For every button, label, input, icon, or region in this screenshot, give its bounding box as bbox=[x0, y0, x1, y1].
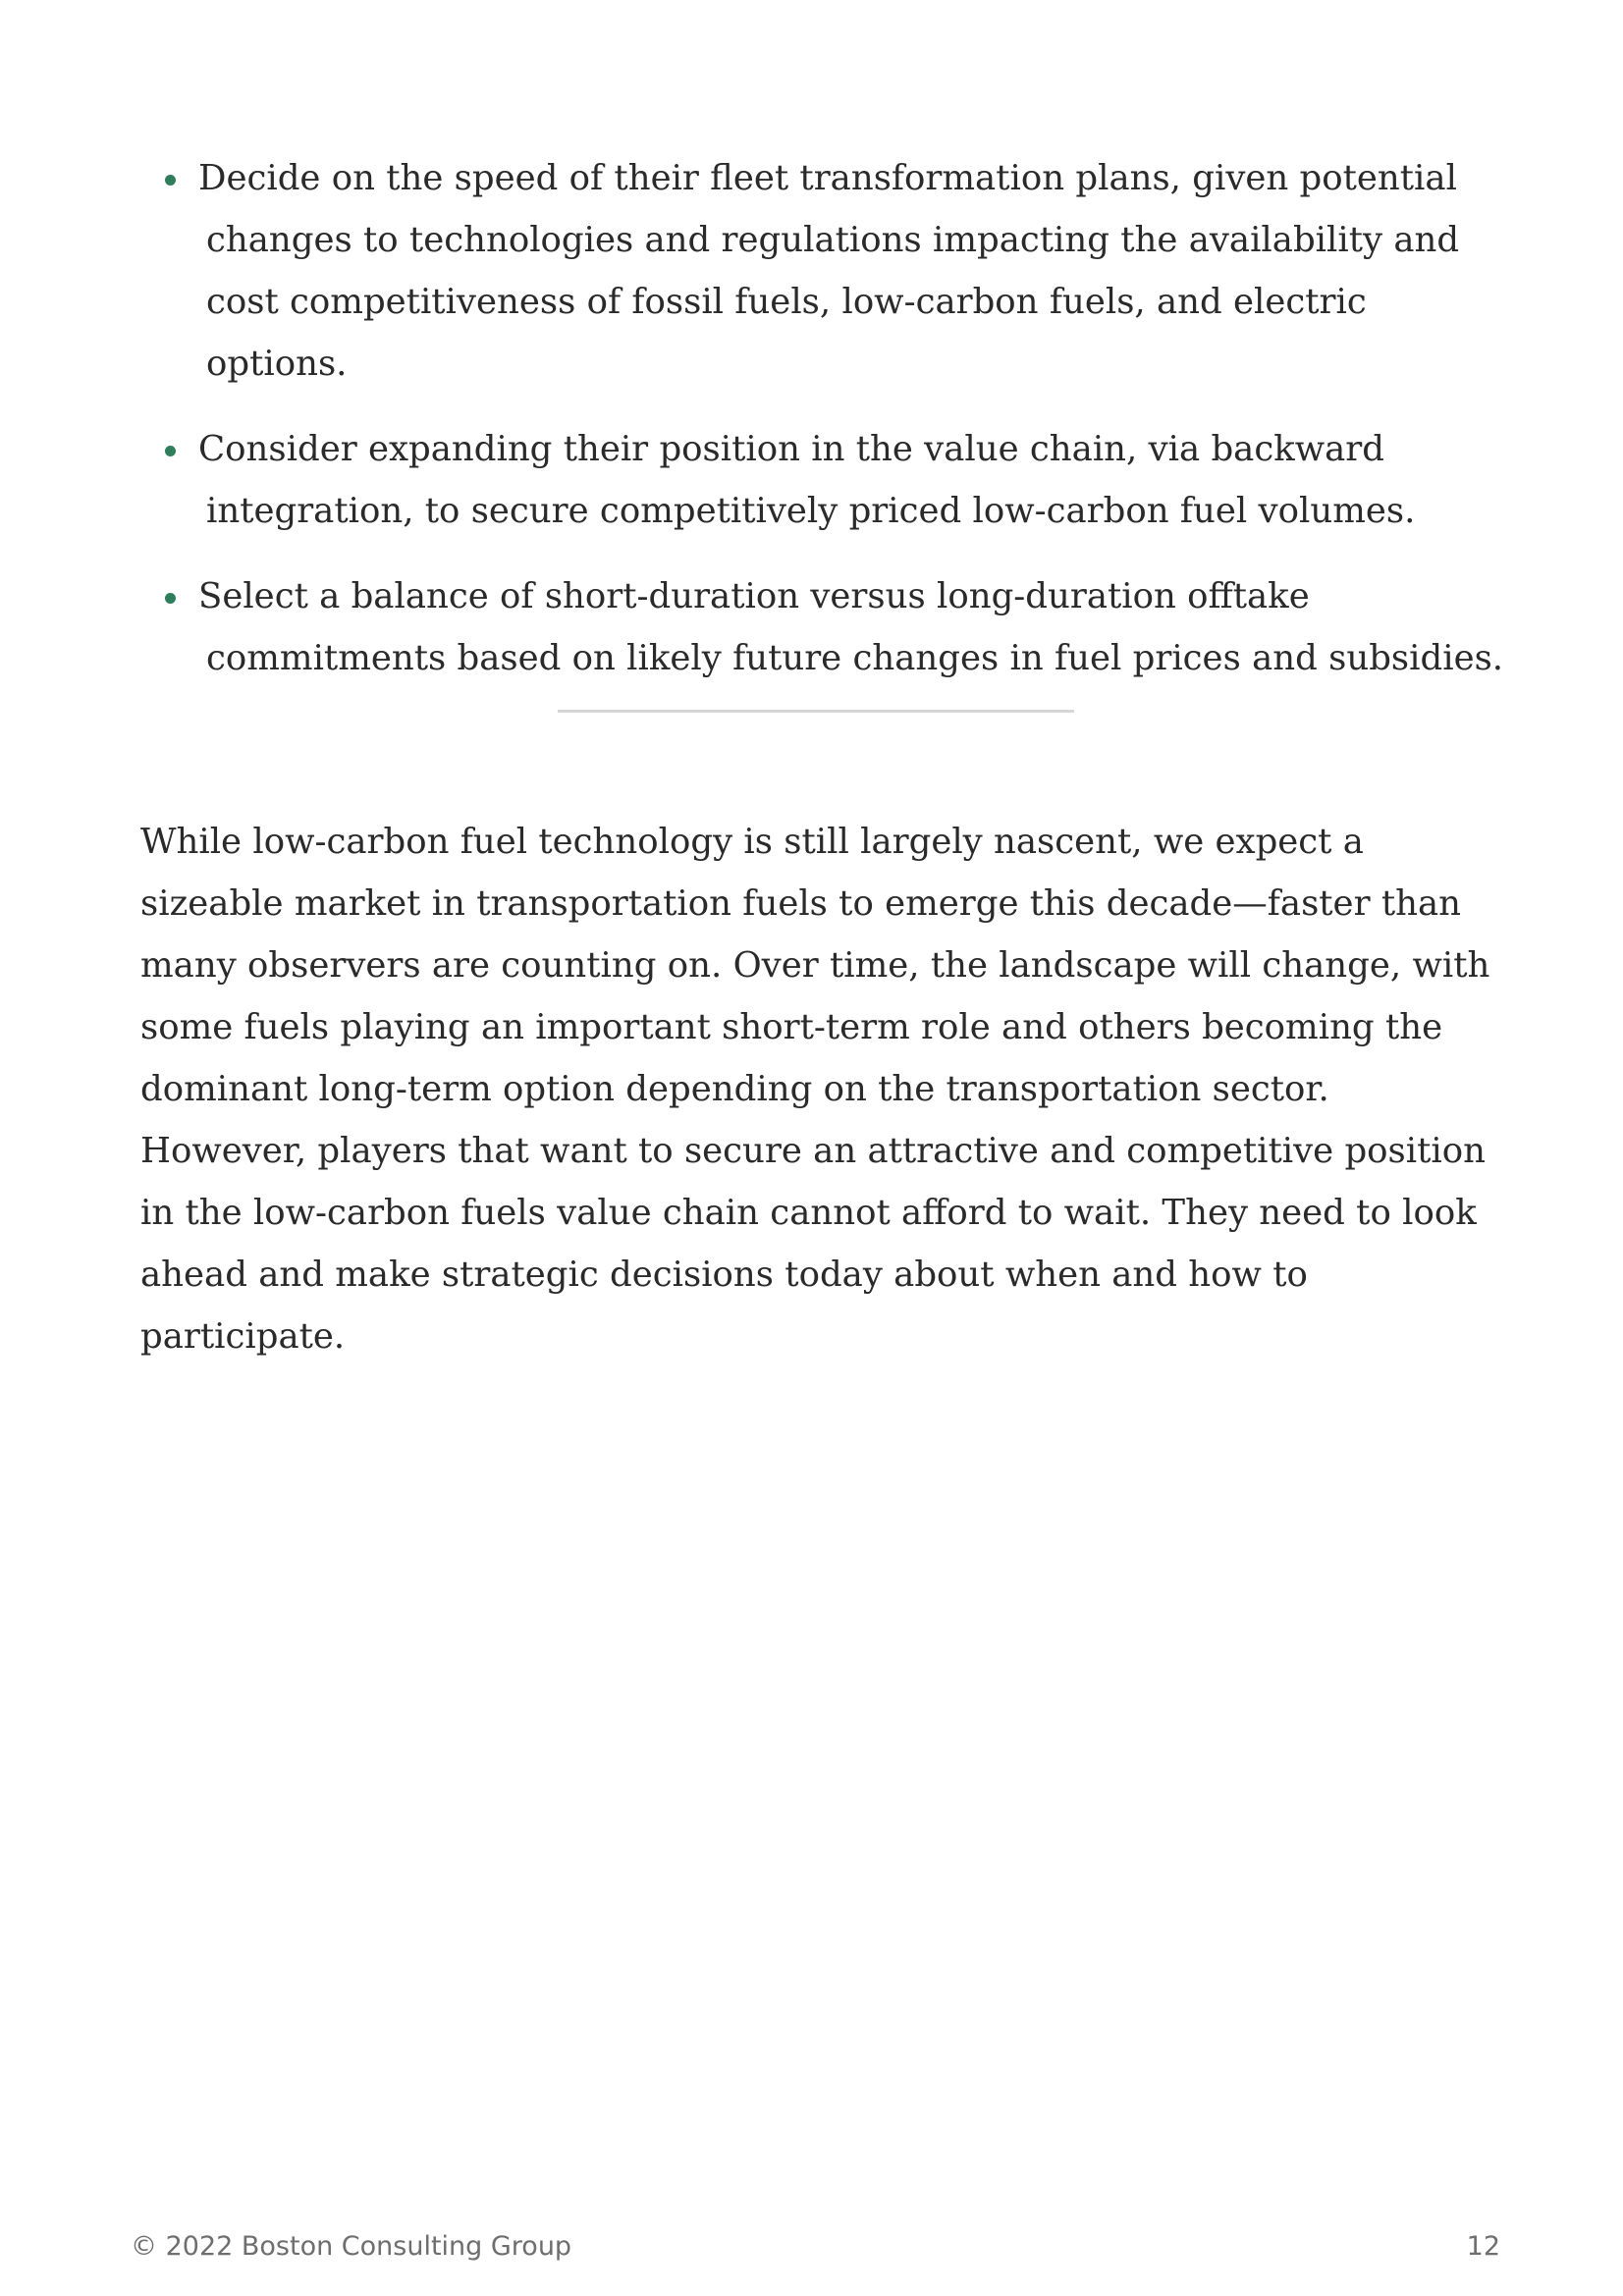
conclusion-paragraph: While low-carbon fuel technology is still largely nascent, we expect a sizeable market in transportation fuels to emerge this decade—faster than many observers are counting on. Over time, the landscape will change, with some fuels playing an important short-term role and others becoming the dominant long-term option depending on the transportation sector. However, players that want to secure an attractive and competitive position in the low-carbon fuels value chain cannot afford to wait. They need to look ahead and make strategic decisions today about when and how to participate. bbox=[140, 822, 1490, 1357]
bullet-item bbox=[157, 418, 1512, 542]
bullet-dot-icon bbox=[165, 446, 176, 456]
bullet-item bbox=[157, 565, 1512, 689]
bullet-text: Consider expanding their position in the value chain, via backward integration, to secure competitively priced low-carbon fuel volumes. bbox=[198, 429, 1416, 531]
bullet-item bbox=[157, 147, 1512, 395]
bullet-text: Decide on the speed of their fleet transformation plans, given potential changes to technologies and regulations impacting the availability and cost competitiveness of fossil fuels, low-carbon fuels, and electric options. bbox=[198, 158, 1460, 384]
page-number: 12 bbox=[1466, 2231, 1500, 2262]
bullet-list bbox=[157, 147, 1512, 713]
section-divider bbox=[558, 710, 1074, 713]
footer-copyright: © 2022 Boston Consulting Group bbox=[131, 2231, 572, 2262]
bullet-dot-icon bbox=[165, 175, 176, 186]
bullet-text: Select a balance of short-duration versus long-duration offtake commitments based on likely future changes in fuel prices and subsidies. bbox=[198, 576, 1504, 678]
bullet-dot-icon bbox=[165, 593, 176, 604]
